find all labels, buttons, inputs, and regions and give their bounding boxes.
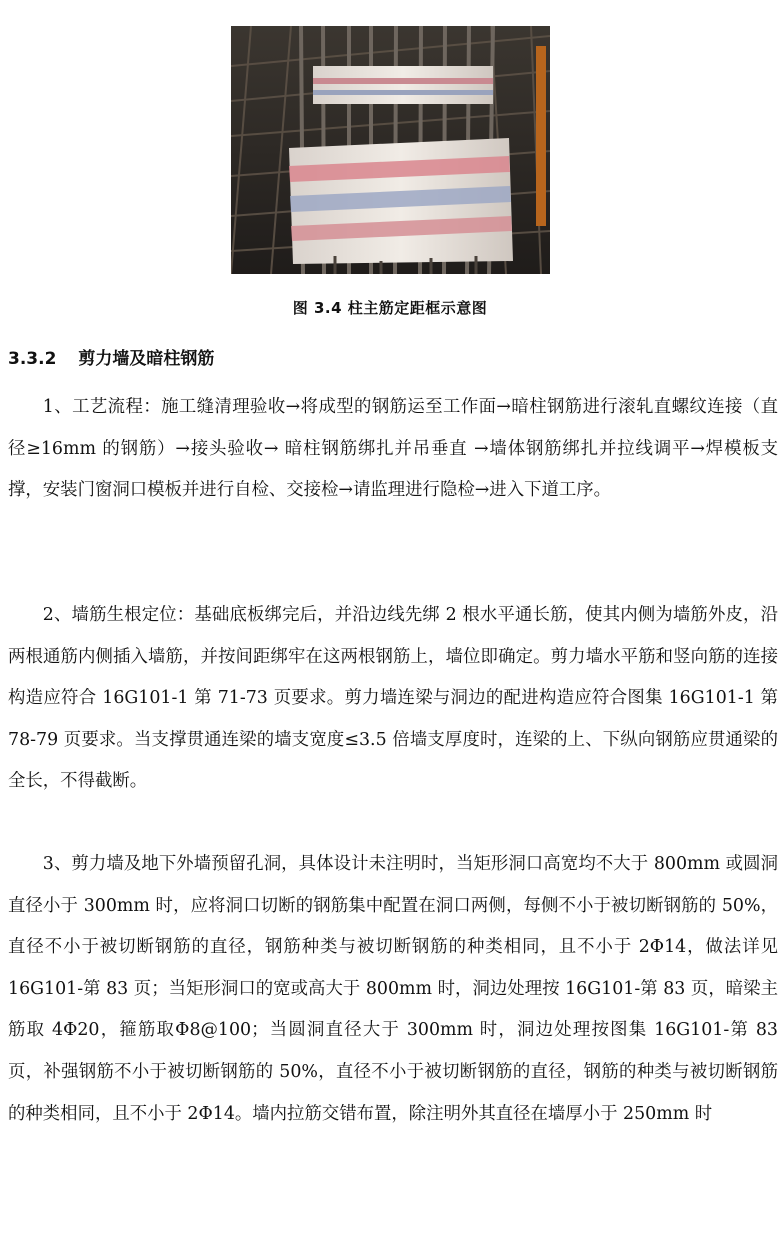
- construction-photo-icon: [231, 26, 550, 274]
- paragraph-process-flow: 1、工艺流程：施工缝清理验收→将成型的钢筋运至工作面→暗柱钢筋进行滚轧直螺纹连接（直径≥16mm 的钢筋）→接头验收→ 暗柱钢筋绑扎并吊垂直 →墙体钢筋绑扎并拉线调平→焊模板支撑，安装门窗洞口模板并进行自检、交接检→请监理进行隐检→进入下道工序。: [8, 397, 778, 501]
- figure-caption: 图 3.4 柱主筋定距框示意图: [292, 299, 488, 317]
- rebar-column-photo: [231, 26, 550, 274]
- section-heading: [8, 344, 214, 369]
- paragraph-wall-rebar-positioning: 2、墙筋生根定位：基础底板绑完后，并沿边线先绑 2 根水平通长筋，使其内侧为墙筋外皮，沿两根通筋内侧插入墙筋，并按间距绑牢在这两根钢筋上，墙位即确定。剪力墙水平筋和竖向筋的连接构造应符合 16G101-1 第 71-73 页要求。剪力墙连梁与洞边的配进构造应符合图集 16G101-1 第 78-79 页要求。当支撑贯通连梁的墙支宽度≤3.5 倍墙支厚度时，连梁的上、下纵向钢筋应贯通梁的全长，不得截断。: [8, 605, 778, 792]
- paragraph-wall-openings: 3、剪力墙及地下外墙预留孔洞，具体设计未注明时，当矩形洞口高宽均不大于 800mm 或圆洞直径小于 300mm 时，应将洞口切断的钢筋集中配置在洞口两侧，每侧不小于被切断钢筋的 50%，直径不小于被切断钢筋的直径，钢筋种类与被切断钢筋的种类相同，且不小于 2Φ14，做法详见 16G101-第 83 页；当矩形洞口的宽或高大于 800mm 时，洞边处理按 16G101-第 83 页，暗梁主筋取 4Φ20，箍筋取Φ8@100；当圆洞直径大于 300mm 时，洞边处理按图集 16G101-第 83 页，补强钢筋不小于被切断钢筋的 50%，直径不小于被切断钢筋的直径，钢筋的种类与被切断钢筋的种类相同，且不小于 2Φ14。墙内拉筋交错布置，除注明外其直径在墙厚小于 250mm 时: [8, 854, 778, 1124]
- section-number: 3.3.2: [8, 349, 57, 369]
- section-title: 剪力墙及暗柱钢筋: [78, 349, 215, 369]
